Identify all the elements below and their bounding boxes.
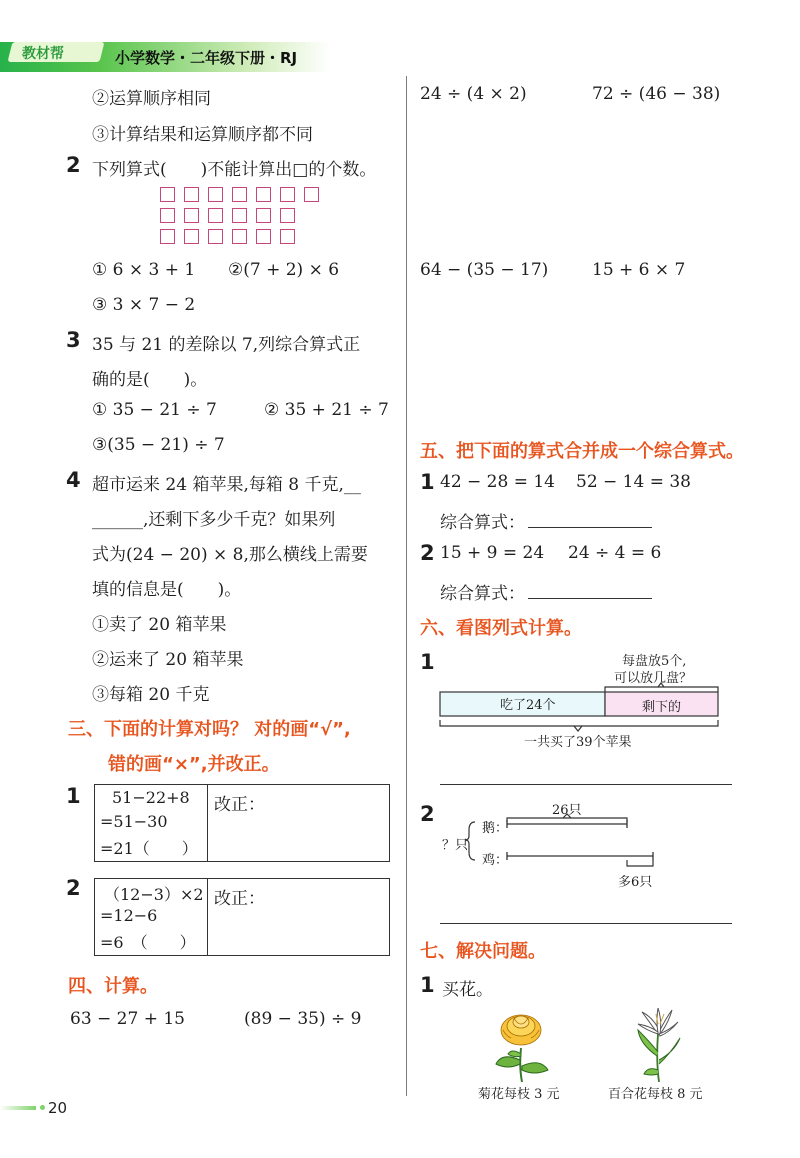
section-4-title: 四、计算。	[68, 976, 158, 997]
chrysanthemum-icon	[486, 1008, 556, 1082]
footer-dot	[40, 1105, 45, 1110]
header-badge-text: 教材帮	[22, 46, 64, 62]
lily-icon	[626, 1008, 686, 1082]
q3-line-2: 确的是( )。	[92, 370, 208, 390]
header-title: 小学数学・二年级下册・RJ	[115, 49, 298, 67]
section-5-item-2-answer-line[interactable]	[528, 598, 652, 599]
section-3-item-1-line-1: 51−22+8	[112, 788, 190, 807]
grid-square	[280, 187, 295, 202]
fig-2-line-diagram	[465, 812, 665, 874]
section-3-item-2-number: 2	[66, 876, 81, 900]
section-3-item-2-line-1: （12−3）×2	[104, 885, 204, 904]
calc-left-1: 63 − 27 + 15	[70, 1009, 185, 1029]
section-3-item-1-line-3: =21（ ）	[100, 839, 198, 858]
grid-square	[184, 229, 199, 244]
section-3-item-2-fix-label[interactable]: 改正：	[214, 889, 265, 909]
q2-option-3: ③ 3 × 7 − 2	[92, 295, 196, 315]
grid-square	[280, 208, 295, 223]
section-3-item-2-line-3: =6 （ ）	[100, 933, 196, 952]
fig-2-answer-line[interactable]	[440, 923, 732, 924]
q3-option-2: ② 35 + 21 ÷ 7	[264, 400, 389, 420]
section-3-item-1-fix-label[interactable]: 改正：	[214, 795, 265, 815]
q4-option-2: ②运来了 20 箱苹果	[92, 650, 244, 670]
section-5-item-1-number: 1	[420, 470, 435, 494]
fig-2-chicken-label: 鸡：	[482, 853, 509, 868]
fig-1-note-line-1: 每盘放5个,	[622, 654, 687, 669]
section-5-item-1-label: 综合算式：	[440, 513, 525, 533]
grid-square	[160, 187, 175, 202]
grid-square	[256, 229, 271, 244]
fig-1-answer-line[interactable]	[440, 784, 732, 785]
fig-2-goose-label: 鹅：	[482, 821, 509, 836]
q4-line-4: 填的信息是( )。	[92, 580, 242, 600]
section-5-item-2-label: 综合算式：	[440, 584, 525, 604]
grid-square	[184, 187, 199, 202]
footer-bar	[0, 1106, 36, 1110]
q4-option-3: ③每箱 20 千克	[92, 685, 210, 705]
page-number: 20	[48, 1099, 68, 1117]
section-5-item-2-number: 2	[420, 541, 435, 565]
grid-square	[256, 208, 271, 223]
q2-option-1: ① 6 × 3 + 1	[92, 260, 196, 280]
q3-number: 3	[66, 328, 81, 352]
q4-line-2: ______,还剩下多少千克？如果列	[92, 510, 336, 530]
section-5-item-1-eq-2: 52 − 14 = 38	[576, 472, 691, 492]
flower-2-label: 百合花每枝 8 元	[608, 1087, 703, 1102]
column-divider	[406, 76, 407, 1096]
section-6-title: 六、看图列式计算。	[420, 618, 582, 639]
square-grid	[160, 187, 322, 244]
grid-square	[304, 187, 319, 202]
q2-number: 2	[66, 153, 81, 177]
fig-1-total-label: 一共买了39个苹果	[524, 735, 632, 750]
section-6-fig-2-number: 2	[420, 802, 435, 826]
calc-right-1: 24 ÷ (4 × 2)	[420, 84, 527, 104]
grid-square	[160, 208, 175, 223]
grid-empty-cell	[304, 229, 322, 244]
section-6-fig-1-number: 1	[420, 650, 435, 674]
calc-right-2: 72 ÷ (46 − 38)	[592, 84, 721, 104]
section-3-item-2-line-2: =12−6	[100, 906, 158, 925]
fig-2-top-label: 26只	[552, 803, 582, 818]
q4-option-1: ①卖了 20 箱苹果	[92, 615, 227, 635]
grid-square	[184, 208, 199, 223]
grid-square	[232, 187, 247, 202]
section-5-item-2-eq-2: 24 ÷ 4 = 6	[568, 543, 662, 563]
fig-1-right-label: 剩下的	[642, 700, 682, 715]
grid-square	[280, 229, 295, 244]
grid-square	[208, 187, 223, 202]
calc-left-2: (89 − 35) ÷ 9	[244, 1009, 362, 1029]
calc-right-4: 15 + 6 × 7	[592, 260, 686, 280]
grid-square	[232, 229, 247, 244]
q1-option-3: ③计算结果和运算顺序都不同	[92, 125, 313, 145]
grid-square	[160, 229, 175, 244]
calc-right-3: 64 − (35 − 17)	[420, 260, 549, 280]
q2-stem: 下列算式( )不能计算出□的个数。	[92, 160, 377, 180]
section-5-item-1-eq-1: 42 − 28 = 14	[440, 472, 555, 492]
q3-line-1: 35 与 21 的差除以 7,列综合算式正	[92, 335, 361, 355]
section-3-item-1-line-2: =51−30	[100, 812, 168, 831]
section-7-title: 七、解决问题。	[420, 941, 546, 962]
q3-option-1: ① 35 − 21 ÷ 7	[92, 400, 217, 420]
q4-number: 4	[66, 468, 81, 492]
q3-option-3: ③(35 − 21) ÷ 7	[92, 435, 225, 455]
section-5-item-1-answer-line[interactable]	[528, 527, 652, 528]
q1-option-2: ②运算顺序相同	[92, 89, 211, 109]
grid-square	[208, 208, 223, 223]
grid-empty-cell	[304, 208, 322, 223]
section-7-q1-title: 买花。	[442, 980, 493, 1000]
q4-line-3: 式为(24 − 20) × 8,那么横线上需要	[92, 545, 368, 565]
q4-line-1: 超市运来 24 箱苹果,每箱 8 千克,__	[92, 475, 361, 495]
flower-1-label: 菊花每枝 3 元	[478, 1087, 560, 1102]
grid-square	[232, 208, 247, 223]
section-3-title-line-1: 三、下面的计算对吗？ 对的画“√”,	[68, 719, 351, 740]
grid-square	[208, 229, 223, 244]
section-7-q1-number: 1	[420, 973, 435, 997]
fig-2-question-label: ？只	[442, 838, 469, 853]
fig-1-note-line-2: 可以放几盘？	[614, 671, 693, 686]
section-3-item-1-number: 1	[66, 784, 81, 808]
fig-2-more-label: 多6只	[618, 875, 653, 890]
grid-square	[256, 187, 271, 202]
section-5-title: 五、把下面的算式合并成一个综合算式。	[420, 441, 744, 462]
section-5-item-2-eq-1: 15 + 9 = 24	[440, 543, 545, 563]
q2-option-2: ②(7 + 2) × 6	[228, 260, 340, 280]
fig-1-left-label: 吃了24个	[500, 698, 556, 713]
section-3-title-line-2: 错的画“×”,并改正。	[108, 754, 280, 775]
